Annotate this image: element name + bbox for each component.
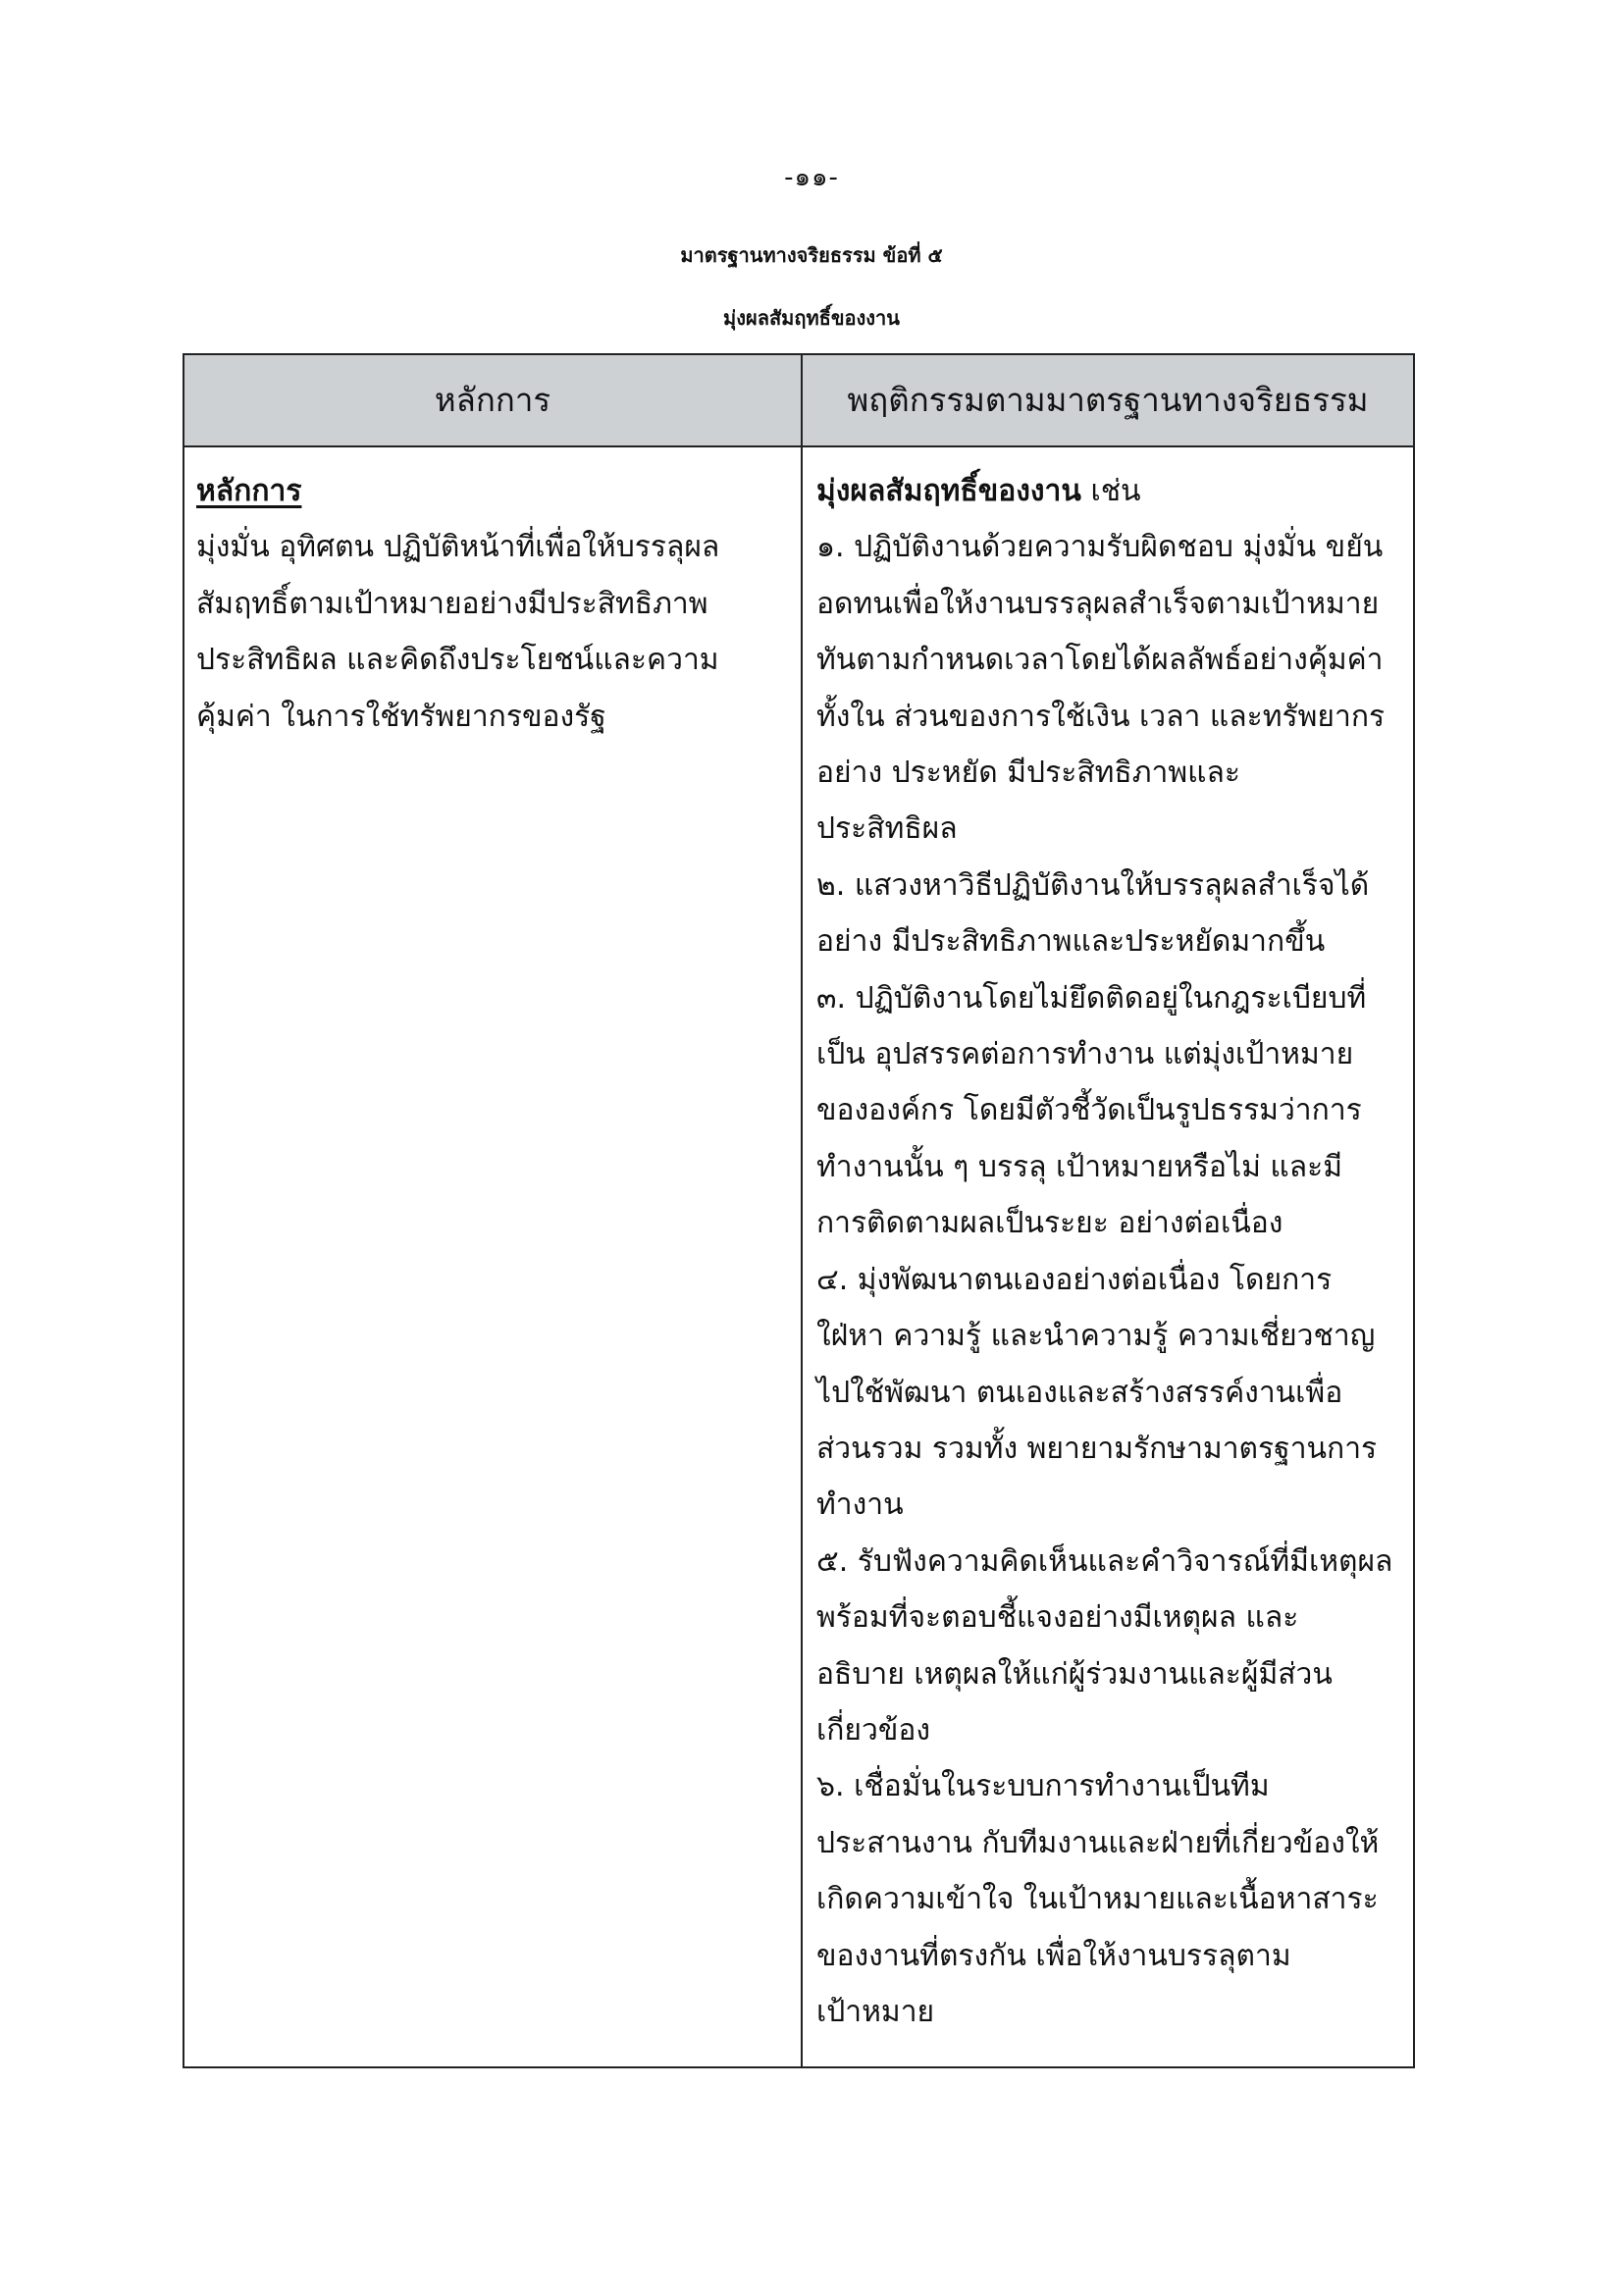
behavior-line: ขององค์กร โดยมีตัวชี้วัดเป็นรูปธรรมว่าการ (816, 1093, 1362, 1128)
behavior-line: เกี่ยวข้อง (816, 1712, 931, 1748)
principle-line: สัมฤทธิ์ตามเป้าหมายอย่างมีประสิทธิภาพ (196, 586, 708, 621)
principle-heading: หลักการ (196, 474, 302, 508)
behavior-line: ทันตามกำหนดเวลาโดยได้ผลลัพธ์อย่างคุ้มค่า (816, 643, 1384, 678)
behavior-heading-suffix: เช่น (1080, 474, 1141, 508)
behavior-line: เป้าหมาย (816, 1994, 935, 2029)
principle-line: ประสิทธิผล และคิดถึงประโยชน์และความ (196, 643, 719, 678)
principle-line: คุ้มค่า ในการใช้ทรัพยากรของรัฐ (196, 699, 606, 734)
table-header-row (184, 355, 1413, 447)
behavior-line: ทำงานนั้น ๆ บรรลุ เป้าหมายหรือไม่ และมี (816, 1149, 1343, 1184)
behavior-line: ประสานงาน กับทีมงานและฝ่ายที่เกี่ยวข้องให้ (816, 1825, 1380, 1860)
title-line-2: มุ่งผลสัมฤทธิ์ของงาน (723, 306, 900, 330)
behavior-heading-line (816, 463, 1405, 519)
principle-line: มุ่งมั่น อุทิศตน ปฏิบัติหน้าที่เพื่อให้บรรลุผล (196, 530, 720, 565)
column-divider (801, 355, 803, 2066)
behavior-line: ทำงาน (816, 1487, 904, 1523)
behavior-line: ส่วนรวม รวมทั้ง พยายามรักษามาตรฐานการ (816, 1431, 1378, 1466)
behavior-line: พร้อมที่จะตอบชี้แจงอย่างมีเหตุผล และ (816, 1600, 1299, 1636)
header-behavior: พฤติกรรมตามมาตรฐานทางจริยธรรม (847, 381, 1369, 419)
behavior-line: เกิดความเข้าใจ ในเป้าหมายและเนื้อหาสาระ (816, 1882, 1379, 1917)
behavior-line: ๕. รับฟังความคิดเห็นและคำวิจารณ์ที่มีเหตุผล (816, 1543, 1393, 1579)
behavior-line: การติดตามผลเป็นระยะ อย่างต่อเนื่อง (816, 1206, 1283, 1241)
page-number: -๑๑- (784, 163, 839, 192)
behavior-line: อย่าง มีประสิทธิภาพและประหยัดมากขึ้น (816, 924, 1326, 960)
header-principle: หลักการ (434, 381, 551, 419)
behavior-line: ๓. ปฏิบัติงานโดยไม่ยึดติดอยู่ในกฎระเบียบที่ (816, 980, 1367, 1016)
behavior-line: ๑. ปฏิบัติงานด้วยความรับผิดชอบ มุ่งมั่น ขยัน (816, 530, 1384, 565)
behavior-line: ทั้งใน ส่วนของการใช้เงิน เวลา และทรัพยากร (816, 699, 1386, 734)
behavior-line: อย่าง ประหยัด มีประสิทธิภาพและ (816, 756, 1240, 791)
behavior-line: ของงานที่ตรงกัน เพื่อให้งานบรรลุตาม (816, 1938, 1291, 1973)
principle-cell (196, 463, 785, 745)
behavior-line: อดทนเพื่อให้งานบรรลุผลสำเร็จตามเป้าหมาย (816, 586, 1380, 621)
behavior-line: ๖. เชื่อมั่นในระบบการทำงานเป็นทีม (816, 1769, 1270, 1804)
behavior-heading: มุ่งผลสัมฤทธิ์ของงาน (816, 474, 1081, 508)
behavior-line: เป็น อุปสรรคต่อการทำงาน แต่มุ่งเป้าหมาย (816, 1037, 1354, 1072)
behavior-line: ๔. มุ่งพัฒนาตนเองอย่างต่อเนื่อง โดยการ (816, 1262, 1333, 1297)
behavior-cell (816, 463, 1405, 2040)
document-title (0, 224, 1623, 349)
ethics-standard-table (183, 353, 1415, 2068)
behavior-line: ๒. แสวงหาวิธีปฏิบัติงานให้บรรลุผลสำเร็จได้ (816, 867, 1370, 903)
behavior-line: ประสิทธิผล (816, 811, 958, 847)
behavior-line: ไปใช้พัฒนา ตนเองและสร้างสรรค์งานเพื่อ (816, 1375, 1343, 1410)
behavior-line: ใฝ่หา ความรู้ และนำความรู้ ความเชี่ยวชาญ (816, 1319, 1376, 1354)
title-line-1: มาตรฐานทางจริยธรรม ข้อที่ ๕ (680, 243, 943, 267)
behavior-line: อธิบาย เหตุผลให้แก่ผู้ร่วมงานและผู้มีส่วน (816, 1656, 1333, 1692)
